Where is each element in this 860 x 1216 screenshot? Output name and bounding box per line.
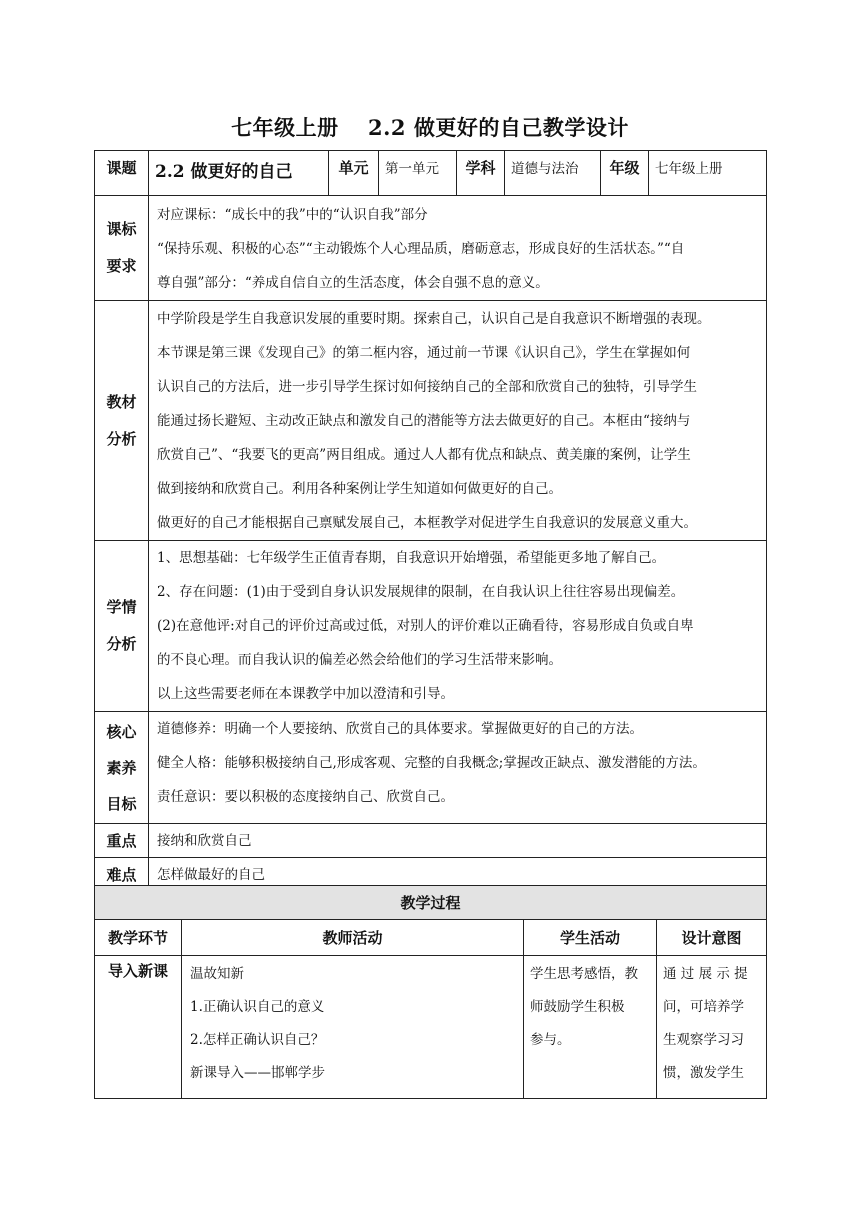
core-text: 道德修养：明确一个人要接纳、欣赏自己的具体要求。掌握做更好的自己的方法。 健全人格：能够积极接纳自己,形成客观、完整的自我概念;掌握改正缺点、激发潜能的方法。 责任意识：要以积极的态度接纳自己、欣赏自己。 — [149, 712, 767, 824]
textbook-label: 教材 分析 — [95, 301, 149, 541]
lesson-info-table — [94, 150, 767, 893]
student-activity-cell: 学生思考感悟，教 师鼓励学生积极 参与。 — [524, 956, 657, 1099]
process-header-row — [95, 920, 767, 956]
grade-value: 七年级上册 — [649, 151, 767, 196]
curriculum-text: 对应课标：“成长中的我”中的“认识自我”部分 “保持乐观、积极的心态”“主动锻炼个人心理品质，磨砺意志，形成良好的生活状态。”“自 尊自强”部分：“养成自信自立的生活态度，体会自强不息的意义。 — [149, 196, 767, 301]
unit-value: 第一单元 — [379, 151, 457, 196]
header-row — [95, 151, 767, 196]
learner-label: 学情 分析 — [95, 541, 149, 712]
curriculum-row — [95, 196, 767, 301]
difficulty-label: 难点 — [95, 858, 149, 893]
topic-value: 2.2 做更好的自己 — [149, 151, 329, 196]
stage-cell: 导入新课 — [95, 956, 182, 1099]
textbook-text: 中学阶段是学生自我意识发展的重要时期。探索自己，认识自己是自我意识不断增强的表现。 本节课是第三课《发现自己》的第二框内容，通过前一节课《认识自己》，学生在掌握如何 认识自己的方法后，进一步引导学生探讨如何接纳自己的全部和欣赏自己的独特，引导学生 能通过扬长避短、主动改正缺点和激发自己的潜能等方法去做更好的自己。本框由“接纳与 欣赏自己”、“我要飞的更高”两目组成。通过人人都有优点和缺点、黄美廉的案例，让学生 做到接纳和欣赏自己。利用各种案例让学生知道如何做更好的自己。 做更好的自己才能根据自己禀赋发展自己，本框教学对促进学生自我意识的发展意义重大。 — [149, 301, 767, 541]
subject-label: 学科 — [457, 151, 505, 196]
core-row — [95, 712, 767, 824]
col-header-stage: 教学环节 — [95, 920, 182, 956]
topic-label: 课题 — [95, 151, 149, 196]
teacher-activity-cell: 温故知新 1.正确认识自己的意义 2.怎样正确认识自己？ 新课导入——邯郸学步 — [182, 956, 524, 1099]
col-header-student: 学生活动 — [524, 920, 657, 956]
textbook-row — [95, 301, 767, 541]
unit-label: 单元 — [329, 151, 379, 196]
document-title: 七年级上册 2.2 做更好的自己教学设计 — [231, 115, 629, 140]
col-header-teacher: 教师活动 — [182, 920, 524, 956]
learner-text: 1、思想基础：七年级学生正值青春期，自我意识开始增强，希望能更多地了解自己。 2、存在问题：(1)由于受到自身认识发展规律的限制，在自我认识上往往容易出现偏差。 (2)在意他评:对自己的评价过高或过低，对别人的评价难以正确看待，容易形成自负或自卑 的不良心理。而自我认识的偏差必然会给他们的学习生活带来影响。 以上这些需要老师在本课教学中加以澄清和引导。 — [149, 541, 767, 712]
teaching-process-table — [94, 885, 767, 1099]
key-point-row — [95, 824, 767, 858]
design-intent-cell: 通 过 展 示 提 问，可培养学 生观察学习习 惯，激发学生 — [657, 956, 767, 1099]
key-point-label: 重点 — [95, 824, 149, 858]
difficulty-text: 怎样做最好的自己 — [149, 858, 767, 893]
grade-label: 年级 — [601, 151, 649, 196]
col-header-intent: 设计意图 — [657, 920, 767, 956]
subject-value: 道德与法治 — [505, 151, 601, 196]
learner-row — [95, 541, 767, 712]
curriculum-label: 课标 要求 — [95, 196, 149, 301]
key-point-text: 接纳和欣赏自己 — [149, 824, 767, 858]
process-band-title: 教学过程 — [95, 886, 767, 920]
table-row — [95, 956, 767, 1099]
core-label: 核心 素养 目标 — [95, 712, 149, 824]
